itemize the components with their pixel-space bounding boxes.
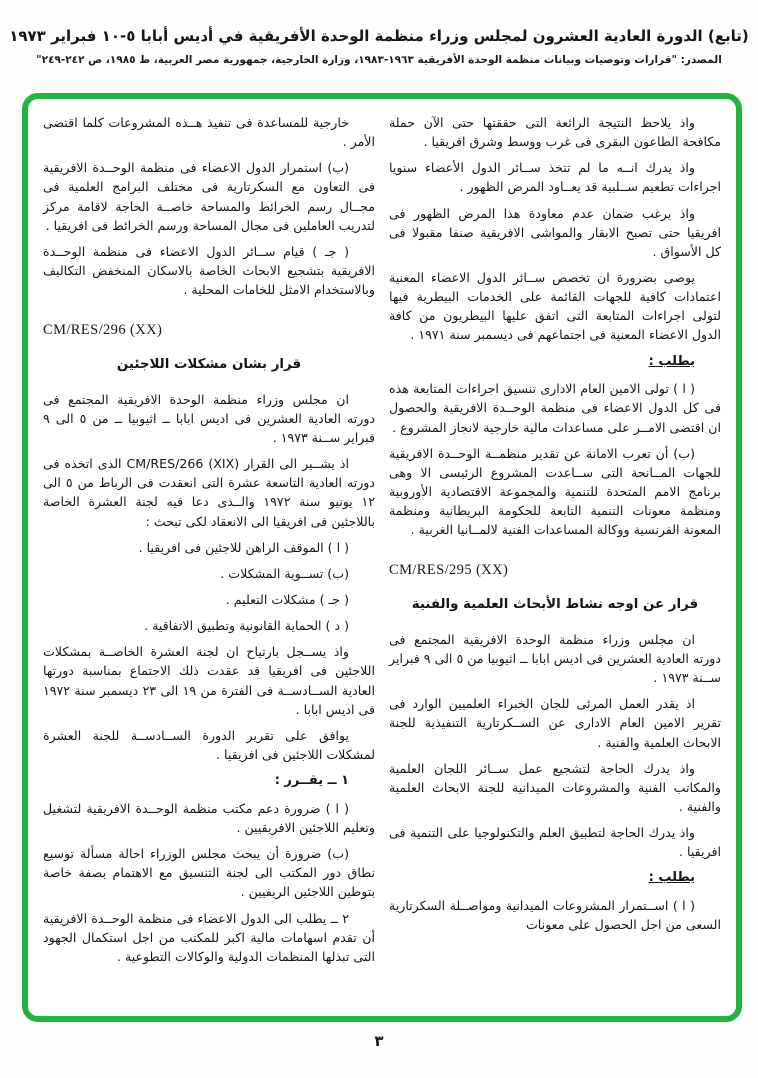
paragraph: ( ا ) ضرورة دعم مكتب منظمة الوحــدة الافريقية لتشغيل وتعليم اللاجئين الافريقيين . <box>43 800 375 835</box>
resolution-title: قرار عن اوجه نشاط الأبحاث العلمية والفنية <box>411 597 699 613</box>
paragraph: ان مجلس وزراء منظمة الوحدة الافريقية المجتمع فى دورته العادية العشرين فى اديس ابابا ــ اثيوبيا من ٥ الى ٩ فبراير ســنة ١٩٧٣ . <box>389 631 721 686</box>
page-number: ٣ <box>374 1032 384 1050</box>
resolution-title: قرار بشان مشكلات اللاجئين <box>116 357 302 373</box>
resolution-code: CM/RES/296 (XX) <box>43 322 163 339</box>
paragraph: خارجية للمساعدة فى تنفيذ هــذه المشروعات كلما اقتضى الأمر . <box>43 115 375 150</box>
section-label: يطلب : <box>648 353 695 369</box>
text-column-left <box>43 113 375 973</box>
paragraph: ٢ ــ يطلب الى الدول الاعضاء فى منظمة الوحــدة الافريقية أن تقدم اسهامات مالية اكبر للمكتب من اجل استكمال الجهود التى تبذلها المنظمات الدولية والوكالات التطوعية . <box>43 910 375 964</box>
list-item: (ب) تســوية المشكلات . <box>220 565 349 581</box>
text-column-right <box>389 113 721 941</box>
paragraph: واذ يلاحظ النتيجة الرائعة التى حققتها حتى الآن حملة مكافحة الطاعون البقرى فى غرب ووسط وشرق افريقيا . <box>389 115 721 150</box>
list-item: ( د ) الحماية القانونية وتطبيق الاتفاقية . <box>144 618 349 634</box>
paragraph: اذ يقدر العمل المرئى للجان الخبراء العلميين الوارد فى تقرير الامين العام الادارى عن الســكرتارية التنفيذية للجنة الابحاث العلمية والفنية . <box>389 696 721 750</box>
paragraph: واذ يدرك الحاجة لتطبيق العلم والتكنولوجيا على التنمية فى افريقيا . <box>389 825 721 860</box>
paragraph: واذ يســجل بارتياح ان لجنة العشرة الخاصــة بمشكلات اللاجئين فى افريقيا قد عقدت ذلك الاجتماع بمناسبة دورتها العادية الســادســة فى الفترة من ١٩ الى ٢٣ ديسمبر سنة ١٩٧٢ فى اديس ابابا . <box>43 644 375 717</box>
paragraph: (ب) أن تعرب الامانة عن تقدير منظمــة الوحــدة الافريقية للجهات المــانحة التى ســاعدت المشروع الرئيسى الا وهى برنامج الامم المتحدة للتنمية والمجموعة الاقتصادية الأوروبية ومنظمة معونات التنمية التابعة للحكومة البريطانية ومنظمة المعونة الفرنسية ووكالة المساعدات الفنية لالمــانيا الغربية . <box>389 445 721 538</box>
section-label: يطلب : <box>648 870 695 886</box>
paragraph: (ب) استمرار الدول الاعضاء فى منظمة الوحــدة الافريقية فى التعاون مع السكرتارية فى مختلف البرامج العلمية فى مجــال رسم الخرائط والمساحة خاصــة الحاجة لاقامة مركز لتدريب العاملين فى مجال المساحة ورسم الخرائط فى افريقيا . <box>43 160 375 233</box>
paragraph: ان مجلس وزراء منظمة الوحدة الافريقية المجتمع فى دورته العادية العشرين فى اديس ابابا ــ اثيوبيا ــ من ٥ الى ٩ فبراير ســنة ١٩٧٣ . <box>43 391 376 445</box>
section-label: ١ ــ يقــرر : <box>274 773 349 789</box>
paragraph: يوصى بضرورة ان تخصص ســائر الدول الاعضاء المعنية اعتمادات كافية للجهات القائمة على الخدمات البيطرية فيها لتولى اجراءات المتابعة التى اتفق عليها البيطريون من كافة الدول الاعضاء المعنية فى اجتماعهم فى ديسمبر سنة ١٩٧١ . <box>389 269 721 343</box>
content-frame <box>22 93 742 1022</box>
paragraph: يوافق على تقرير الدورة الســادســة للجنة العشرة لمشكلات اللاجئين فى افريقيا . <box>43 727 375 762</box>
list-item: ( ا ) الموقف الراهن للاجئين فى افريقيا . <box>138 539 349 555</box>
document-title: (تابع) الدورة العادية العشرون لمجلس وزراء منظمة الوحدة الأفريقية في أديس أبابا ٥-١٠ فبراير ١٩٧٣ <box>9 27 749 45</box>
paragraph: واذ يدرك انــه ما لم تتخذ ســائر الدول الأعضاء سنويا اجراءات تطعيم ســلبية قد يعــاود المرض الظهور . <box>389 160 721 195</box>
paragraph: ( ا ) اســتمرار المشروعات الميدانية ومواصــلة السكرتارية السعى من اجل الحصول على معونات <box>389 898 721 933</box>
paragraph: اذ يشــير الى القرار CM/RES/266 (XIX) الذى اتخذه فى دورته العادية التاسعة عشرة التى انعقدت فى الرباط من ٥ الى ١٢ يونيو سنة ١٩٧٢ والــذى دعا فيه لجنة العشرة الخاصة باللاجئين فى افريقيا الى الانعقاد لكى تبحث : <box>43 456 375 529</box>
paragraph: (ب) ضرورة أن يبحث مجلس الوزراء احالة مسألة توسيع نطاق دور المكتب الى لجنة التنسيق مع الاهتمام بصفة خاصة بتوطين اللاجئين الريفيين . <box>43 846 375 900</box>
paragraph: ( جـ ) قيام ســائر الدول الاعضاء فى منظمة الوحــدة الافريقية بتشجيع الابحاث الخاصة بالاسكان المنخفض التكاليف وبالاستخدام الامثل للخامات المحلية . <box>43 243 375 298</box>
paragraph: واذ يدرك الحاجة لتشجيع عمل ســائر اللجان العلمية والمكاتب الفنية والمشروعات الميدانية للجنة الابحاث العلمية والفنية . <box>389 760 721 814</box>
list-item: ( جـ ) مشكلات التعليم . <box>225 591 349 607</box>
page-header <box>0 26 758 66</box>
resolution-code: CM/RES/295 (XX) <box>389 562 509 579</box>
paragraph: ( ا ) تولى الامين العام الادارى تنسيق اجراءات المتابعة هذه فى كل الدول الاعضاء فى منظمة الوحــدة الافريقية والحصول ان اقتضى الامــر على مساعدات مالية خارجية لانجاز المشروع . <box>389 381 721 435</box>
paragraph: واذ يرغب ضمان عدم معاودة هذا المرض الظهور فى افريقيا حتى تصبح الابقار والمواشى الافريقية صنفا مقبولا فى كل الأسواق . <box>389 205 721 259</box>
document-source-line: المصدر: "قرارات وتوصيات وبيانات منظمة الوحدة الأفريقية ١٩٦٣-١٩٨٣، وزارة الخارجية، جمهورية مصر العربية، ط ١٩٨٥، ص ٢٤٢-٢٤٩" <box>36 54 722 66</box>
